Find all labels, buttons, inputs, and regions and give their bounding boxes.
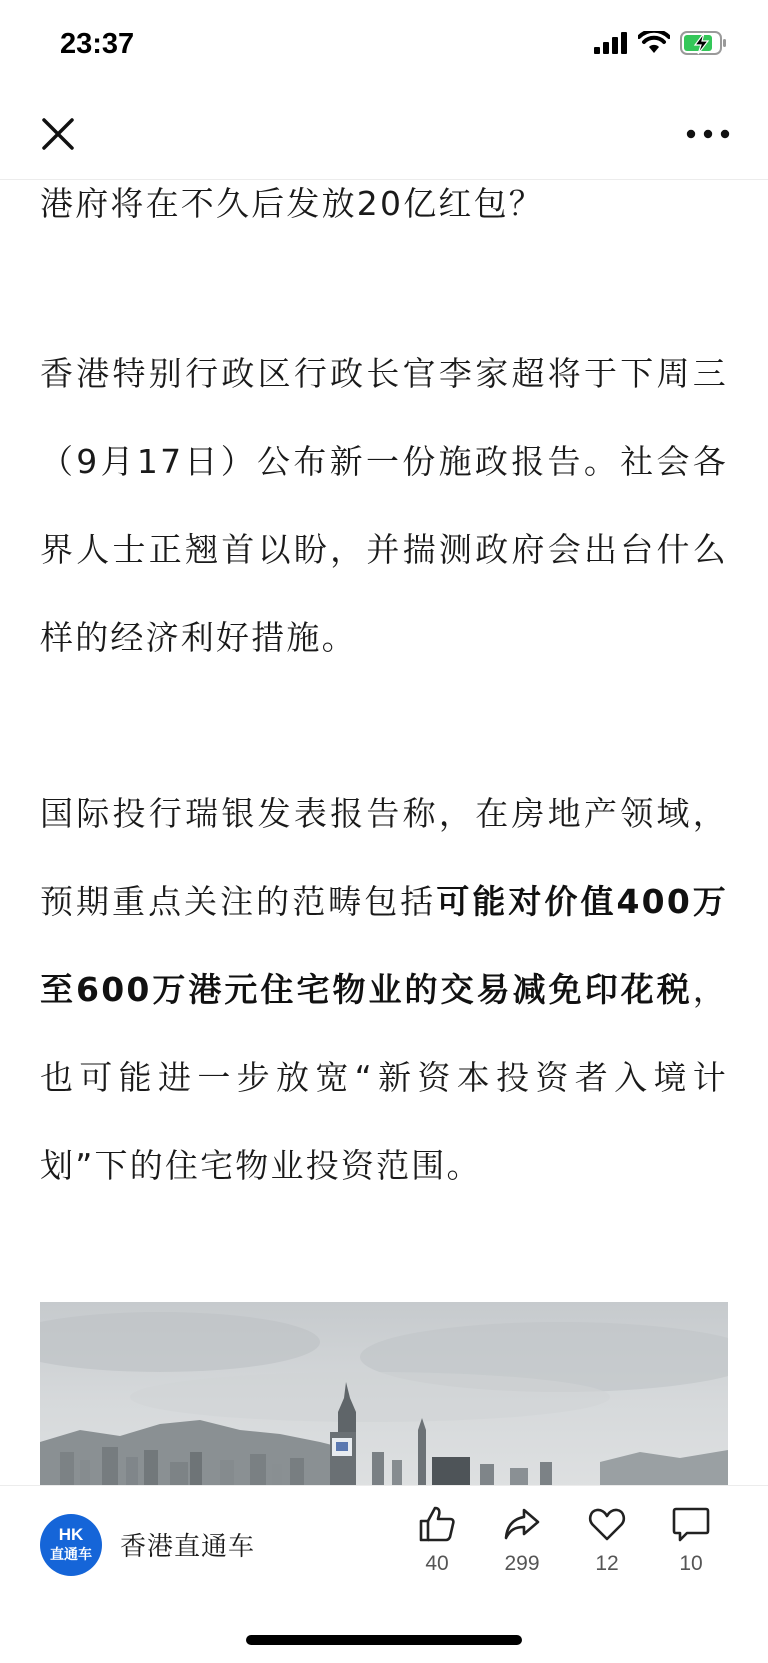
avatar-text-top: HK <box>58 1525 84 1544</box>
share-icon <box>502 1504 542 1544</box>
home-indicator[interactable] <box>246 1635 522 1645</box>
comment-icon <box>671 1504 711 1544</box>
article-content <box>40 160 728 1485</box>
status-bar <box>0 0 768 100</box>
more-button[interactable] <box>686 126 730 142</box>
wifi-icon <box>638 31 670 55</box>
cellular-signal-icon <box>594 32 628 54</box>
paragraph-text: ，也可能进一步放宽“新资本投资者入境计划”下的住宅物业投资范围。 <box>40 970 728 1185</box>
paragraph-bold-text: 可能对价值400万至600万港元住宅物业的交易减免印花税 <box>40 882 728 1009</box>
account-avatar[interactable] <box>40 1514 102 1576</box>
avatar-text-bottom: 直通车 <box>50 1547 92 1563</box>
account-name[interactable]: 香港直通车 <box>120 1532 256 1562</box>
account-avatar-image <box>40 1514 102 1576</box>
status-time: 23:37 <box>60 28 135 60</box>
comment-count: 10 <box>679 1552 703 1575</box>
close-icon <box>38 114 78 154</box>
paragraph-text: 国际投行瑞银发表报告称，在房地产领域，预期重点关注的范畴包括 <box>40 794 728 921</box>
article-image[interactable] <box>40 1302 728 1485</box>
thumbs-up-icon <box>417 1504 457 1544</box>
article-paragraph: 香港特别行政区行政长官李家超将于下周三（9月17日）公布新一份施政报告。社会各界人士正翘首以盼，并揣测政府会出台什么样的经济利好措施。 <box>40 354 728 657</box>
like-count: 40 <box>425 1552 449 1575</box>
heart-icon <box>587 1504 627 1544</box>
favorite-button[interactable] <box>572 1504 642 1576</box>
status-icons <box>594 30 728 56</box>
comment-button[interactable] <box>656 1504 726 1576</box>
article-paragraph-partial: 港府将在不久后发放20亿红包？ <box>40 184 544 223</box>
share-button[interactable] <box>487 1504 557 1576</box>
more-icon <box>686 126 730 142</box>
share-count: 299 <box>504 1552 540 1575</box>
close-button[interactable] <box>38 114 78 154</box>
battery-charging-icon <box>680 30 728 56</box>
like-button[interactable] <box>402 1504 472 1576</box>
hong-kong-skyline-photo <box>40 1302 728 1485</box>
article-paragraph <box>40 770 728 1210</box>
favorite-count: 12 <box>595 1552 619 1575</box>
